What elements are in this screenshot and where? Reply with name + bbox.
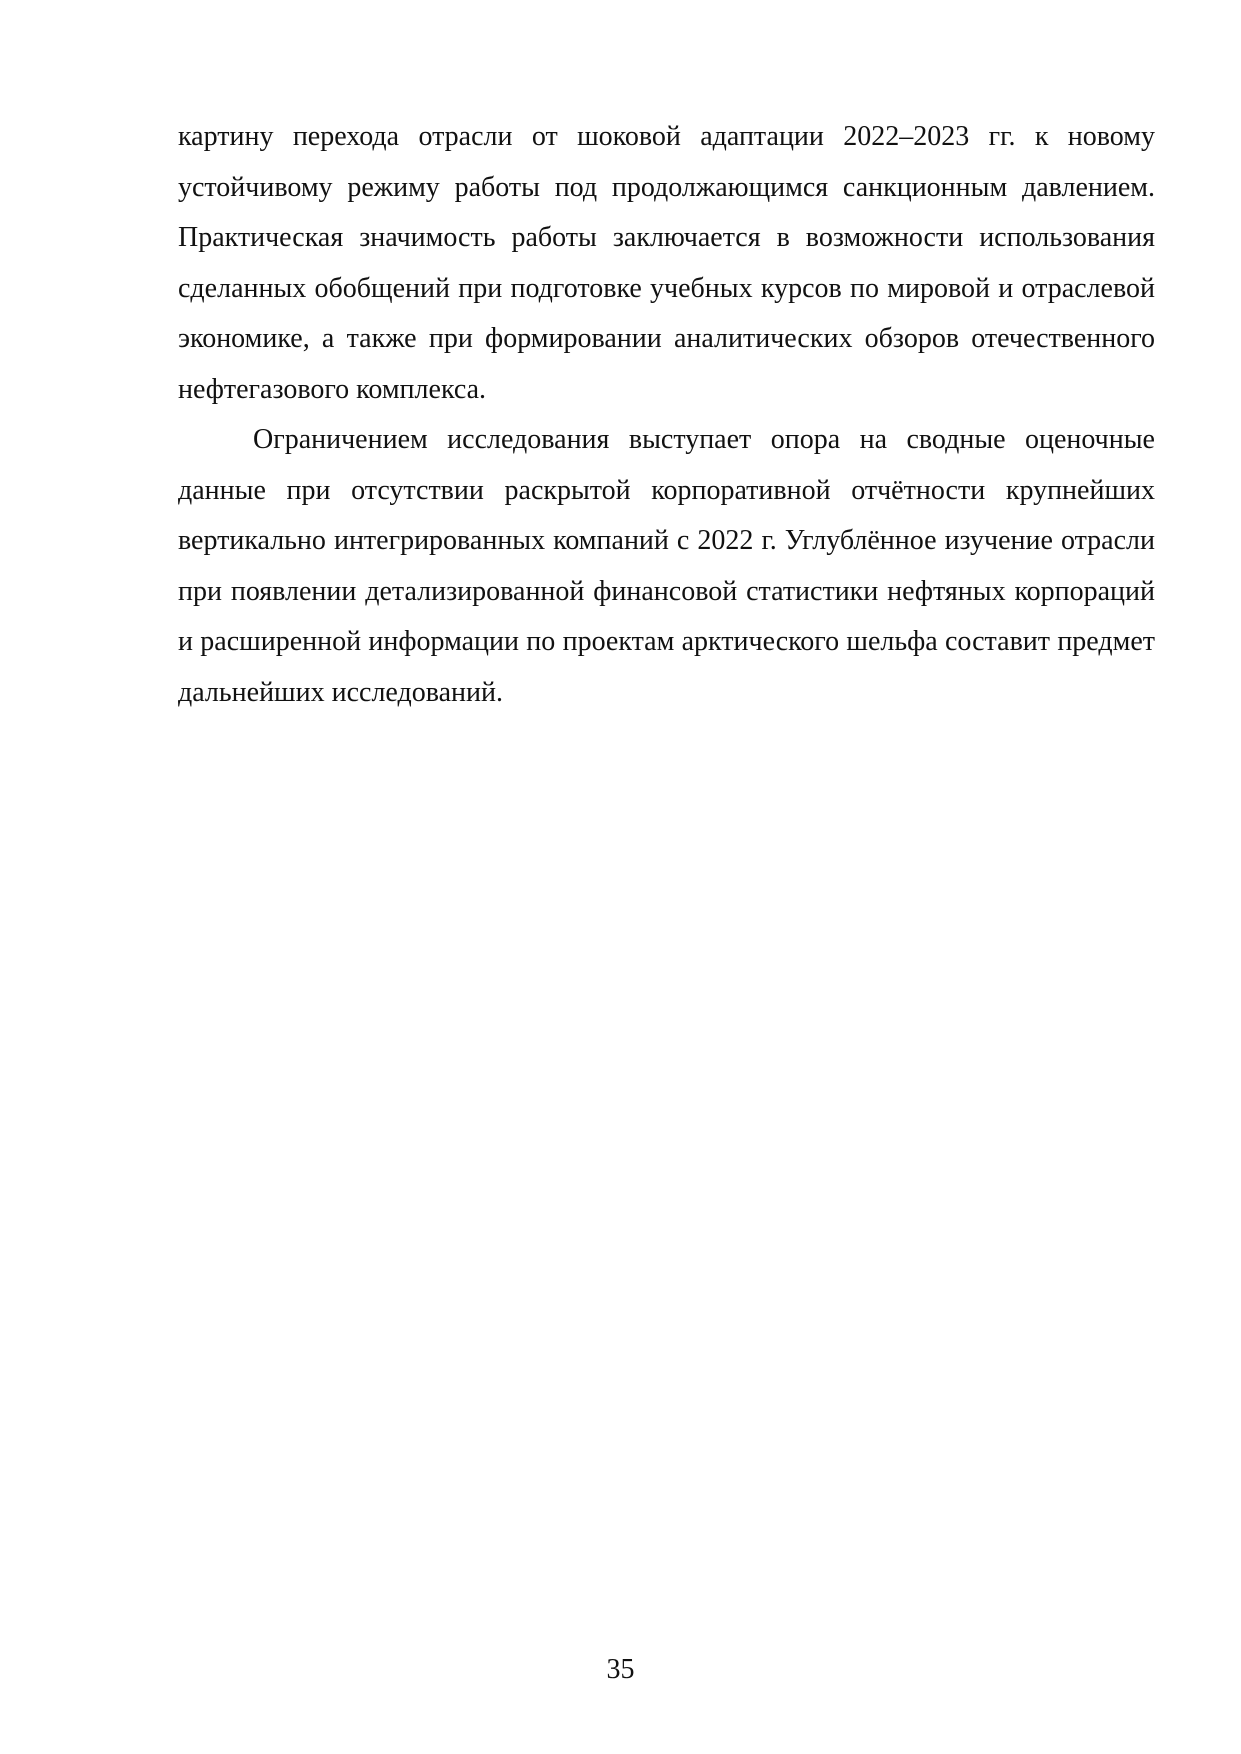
paragraph-continuation: картину перехода отрасли от шоковой адаптации 2022–2023 гг. к новому устойчивому режиму работы под продолжающимся санкционным давлением. Практическая значимость работы заключается в возможности использования сделанных обобщений при подготовке учебных курсов по мировой и отраслевой экономике, а также при формировании аналитических обзоров отечественного нефтегазового комплекса.	[178, 121, 1155, 405]
page-number: 35	[606, 1654, 635, 1685]
paragraph-limitations: Ограничением исследования выступает опора на сводные оценочные данные при отсутствии раскрытой корпоративной отчётности крупнейших вертикально интегрированных компаний с 2022 г. Углублённое изучение отрасли при появлении детализированной финансовой статистики нефтяных корпораций и расширенной информации по проектам арктического шельфа составит предмет дальнейших исследований.	[178, 424, 1155, 708]
body-text	[178, 112, 1155, 718]
